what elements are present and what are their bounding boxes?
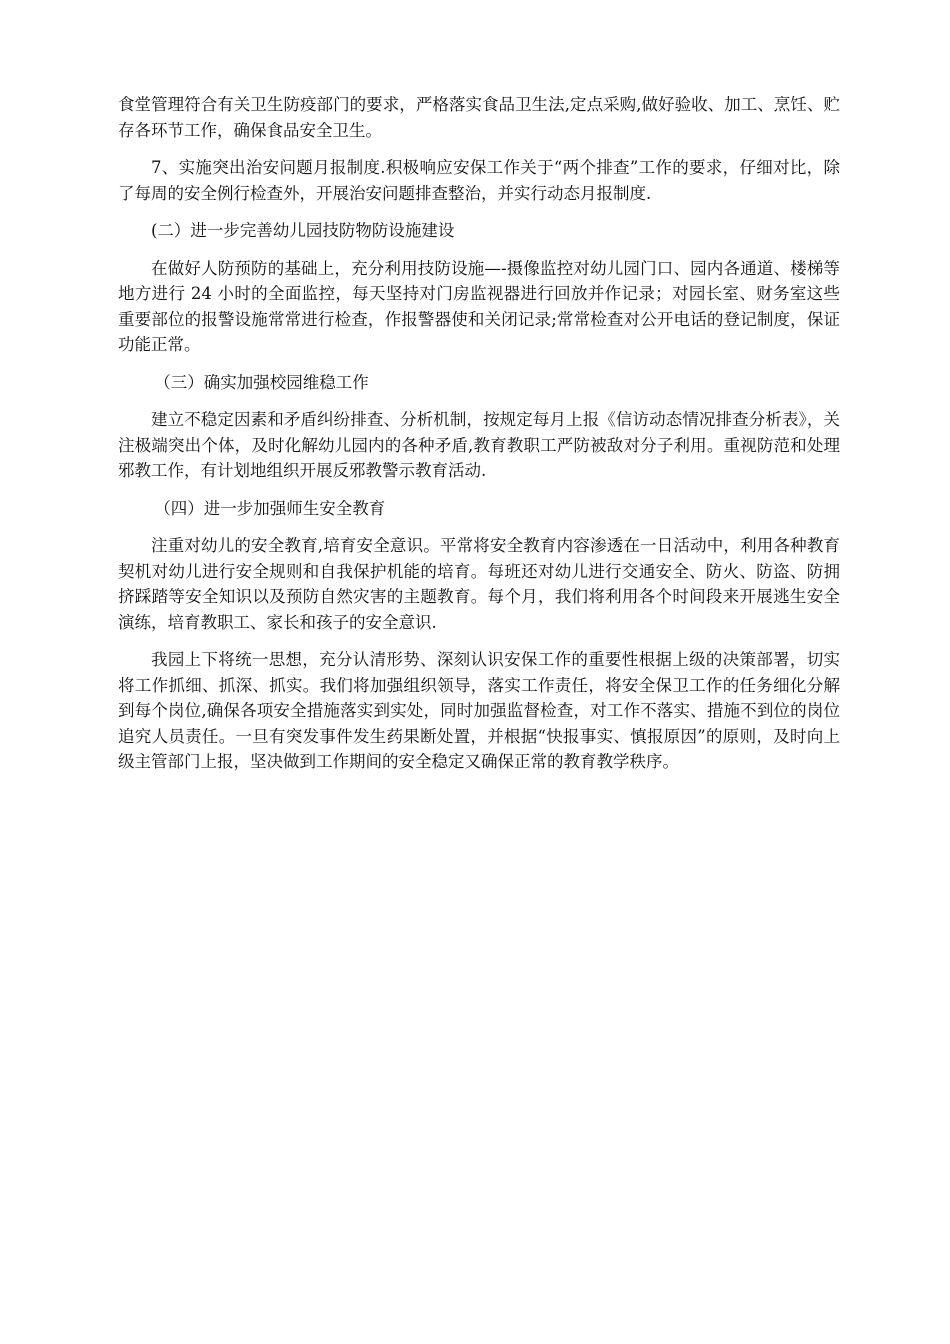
paragraph-safety-education: 注重对幼儿的安全教育,培育安全意识。平常将安全教育内容渗透在一日活动中，利用各种教育契机对幼儿进行安全规则和自我保护机能的培育。每班还对幼儿进行交通安全、防火、防盗、防拥挤踩踏等安全知识以及预防自然灾害的主题教育。每个月，我们将利用各个时间段来开展逃生安全演练，培育教职工、家长和孩子的安全意识. (118, 536, 840, 632)
document-body (118, 92, 840, 787)
paragraph-surveillance: 在做好人防预防的基础上，充分利用技防设施—-摄像监控对幼儿园门口、园内各通道、楼梯等地方进行 24 小时的全面监控，每天坚持对门房监视器进行回放并作记录；对园长室、财务室这些重要部位的报警设施常常进行检查，作报警器使和关闭记录;常常检查对公开电话的登记制度，保证功能正常。 (118, 258, 840, 354)
paragraph-cafeteria-management: 食堂管理符合有关卫生防疫部门的要求，严格落实食品卫生法,定点采购,做好验收、加工、烹饪、贮存各环节工作，确保食品安全卫生。 (118, 95, 840, 140)
paragraph-monthly-report-system: 7、实施突出治安问题月报制度.积极响应安保工作关于“两个排查”工作的要求，仔细对比，除了每周的安全例行检查外，开展治安问题排查整治，并实行动态月报制度. (118, 158, 840, 203)
section-heading-3: （三）确实加强校园维稳工作 (154, 372, 369, 392)
section-heading-2: (二）进一步完善幼儿园技防物防设施建设 (151, 221, 455, 240)
paragraph-stability: 建立不稳定因素和矛盾纠纷排查、分析机制，按规定每月上报《信访动态情况排查分析表》，关注极端突出个体，及时化解幼儿园内的各种矛盾,教育教职工严防被敌对分子利用。重视防范和处理邪教工作，有计划地组织开展反邪教警示教育活动. (118, 410, 840, 480)
section-heading-4: （四）进一步加强师生安全教育 (154, 498, 386, 518)
paragraph-conclusion: 我园上下将统一思想，充分认清形势、深刻认识安保工作的重要性根据上级的决策部署，切实将工作抓细、抓深、抓实。我们将加强组织领导，落实工作责任，将安全保卫工作的任务细化分解到每个岗位,确保各项安全措施落实到实处，同时加强监督检查，对工作不落实、措施不到位的岗位追究人员责任。一旦有突发事件发生药果断处置，并根据“快报事实、慎报原因”的原则，及时向上级主管部门上报，坚决做到工作期间的安全稳定又确保正常的教育教学秩序。 (118, 650, 840, 771)
